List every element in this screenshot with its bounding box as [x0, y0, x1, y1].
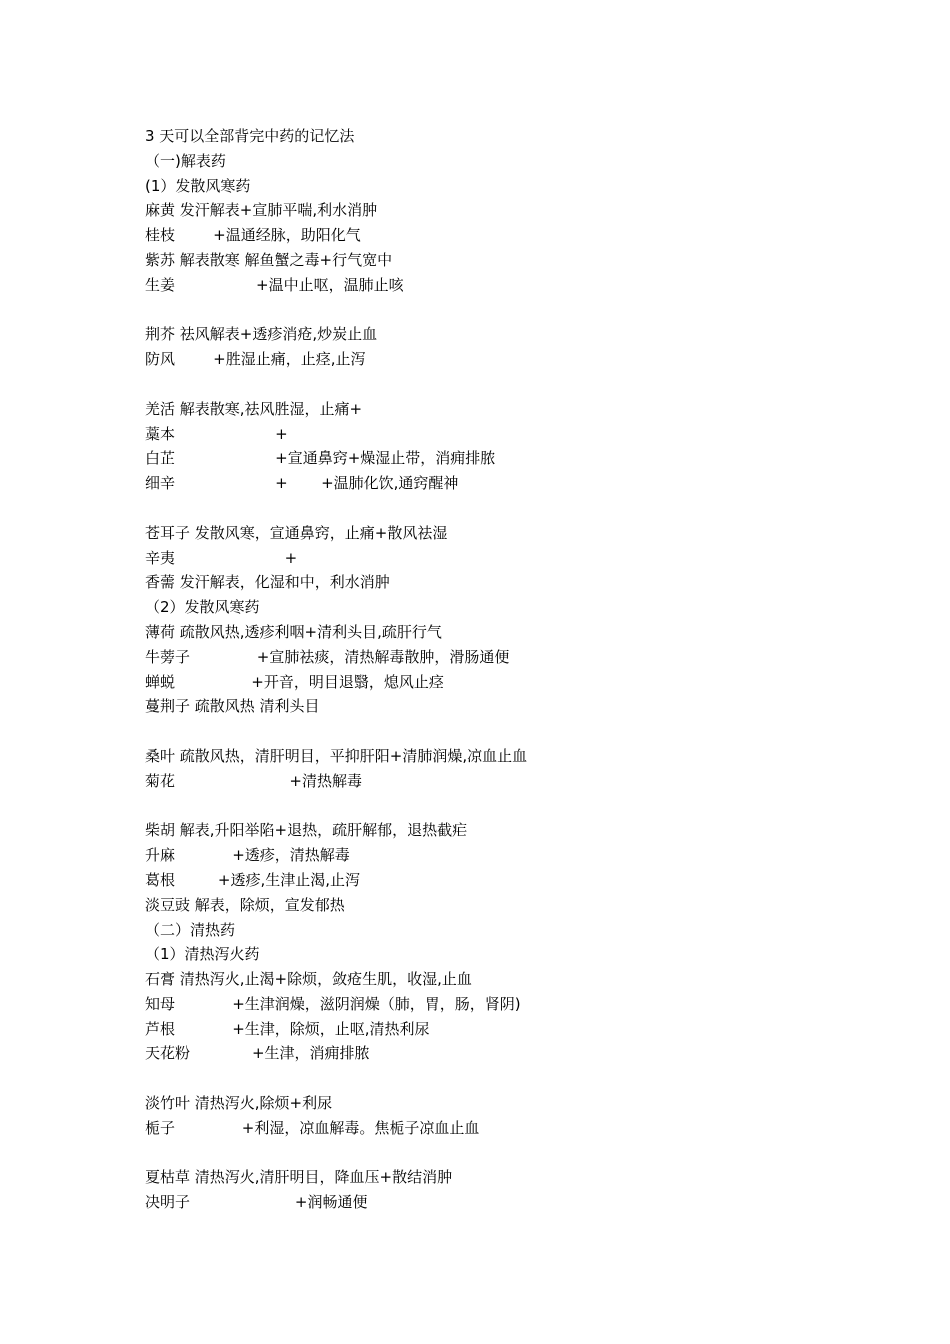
- text-line: 天花粉 +生津，消痈排脓: [145, 1044, 370, 1063]
- text-line: 细辛 + +温肺化饮,通窍醒神: [145, 474, 459, 493]
- text-line: [145, 719, 905, 744]
- text-line: （一)解表药: [145, 151, 226, 170]
- text-line: [145, 1066, 905, 1091]
- text-line: 香薷 发汗解表，化湿和中，利水消肿: [145, 573, 390, 592]
- text-line: 淡豆豉 解表，除烦，宣发郁热: [145, 895, 345, 914]
- text-line: (1）发散风寒药: [145, 176, 251, 195]
- text-line: 3 天可以全部背完中药的记忆法: [145, 127, 355, 145]
- text-line: 生姜 +温中止呕，温肺止咳: [145, 275, 404, 294]
- text-line: 羌活 解表散寒,祛风胜湿，止痛+: [145, 399, 363, 418]
- text-line: 决明子 +润畅通便: [145, 1193, 368, 1212]
- text-line: 薄荷 疏散风热,透疹利咽+清利头目,疏肝行气: [145, 622, 442, 641]
- text-line: 荆芥 祛风解表+透疹消疮,炒炭止血: [145, 325, 378, 344]
- text-line: 栀子 +利湿，凉血解毒。焦栀子凉血止血: [145, 1118, 480, 1137]
- text-line: 蔓荆子 疏散风热 清利头目: [145, 697, 320, 716]
- text-line: [145, 1141, 905, 1166]
- text-line: 麻黄 发汗解表+宣肺平喘,利水消肿: [145, 201, 378, 220]
- text-line: 知母 +生津润燥，滋阴润燥（肺，胃，肠，肾阴): [145, 994, 521, 1013]
- text-line: 柴胡 解表,升阳举陷+退热，疏肝解郁，退热截疟: [145, 821, 468, 840]
- text-line: [145, 496, 905, 521]
- text-line: 菊花 +清热解毒: [145, 771, 363, 790]
- text-line: 紫苏 解表散寒 解鱼蟹之毒+行气宽中: [145, 250, 393, 269]
- text-line: 白芷 +宣通鼻窍+燥湿止带，消痈排脓: [145, 449, 496, 468]
- text-line: 石膏 清热泻火,止渴+除烦，敛疮生肌，收湿,止血: [145, 970, 472, 989]
- text-line: 葛根 +透疹,生津止渴,止泻: [145, 870, 361, 889]
- text-line: 淡竹叶 清热泻火,除烦+利尿: [145, 1094, 333, 1113]
- text-line: 牛蒡子 +宣肺祛痰，清热解毒散肿，滑肠通便: [145, 647, 510, 666]
- text-line: 芦根 +生津，除烦，止呕,清热利尿: [145, 1019, 430, 1038]
- text-line: （2）发散风寒药: [145, 598, 260, 617]
- text-line: 辛夷 +: [145, 548, 298, 567]
- document-body: [145, 124, 905, 1215]
- text-line: 桑叶 疏散风热，清肝明目，平抑肝阳+清肺润燥,凉血止血: [145, 746, 528, 765]
- text-line: 升麻 +透疹，清热解毒: [145, 846, 350, 865]
- text-line: （1）清热泻火药: [145, 945, 260, 964]
- text-line: 藁本 +: [145, 424, 288, 443]
- text-line: 苍耳子 发散风寒，宣通鼻窍，止痛+散风祛湿: [145, 523, 448, 542]
- text-line: 夏枯草 清热泻火,清肝明目，降血压+散结消肿: [145, 1168, 453, 1187]
- text-line: 蝉蜕 +开音，明目退翳，熄风止痉: [145, 672, 444, 691]
- text-line: （二）清热药: [145, 920, 236, 939]
- text-line: 防风 +胜湿止痛，止痉,止泻: [145, 350, 366, 369]
- text-line: [145, 372, 905, 397]
- text-line: [145, 298, 905, 323]
- text-line: 桂枝 +温通经脉，助阳化气: [145, 226, 361, 245]
- text-line: [145, 794, 905, 819]
